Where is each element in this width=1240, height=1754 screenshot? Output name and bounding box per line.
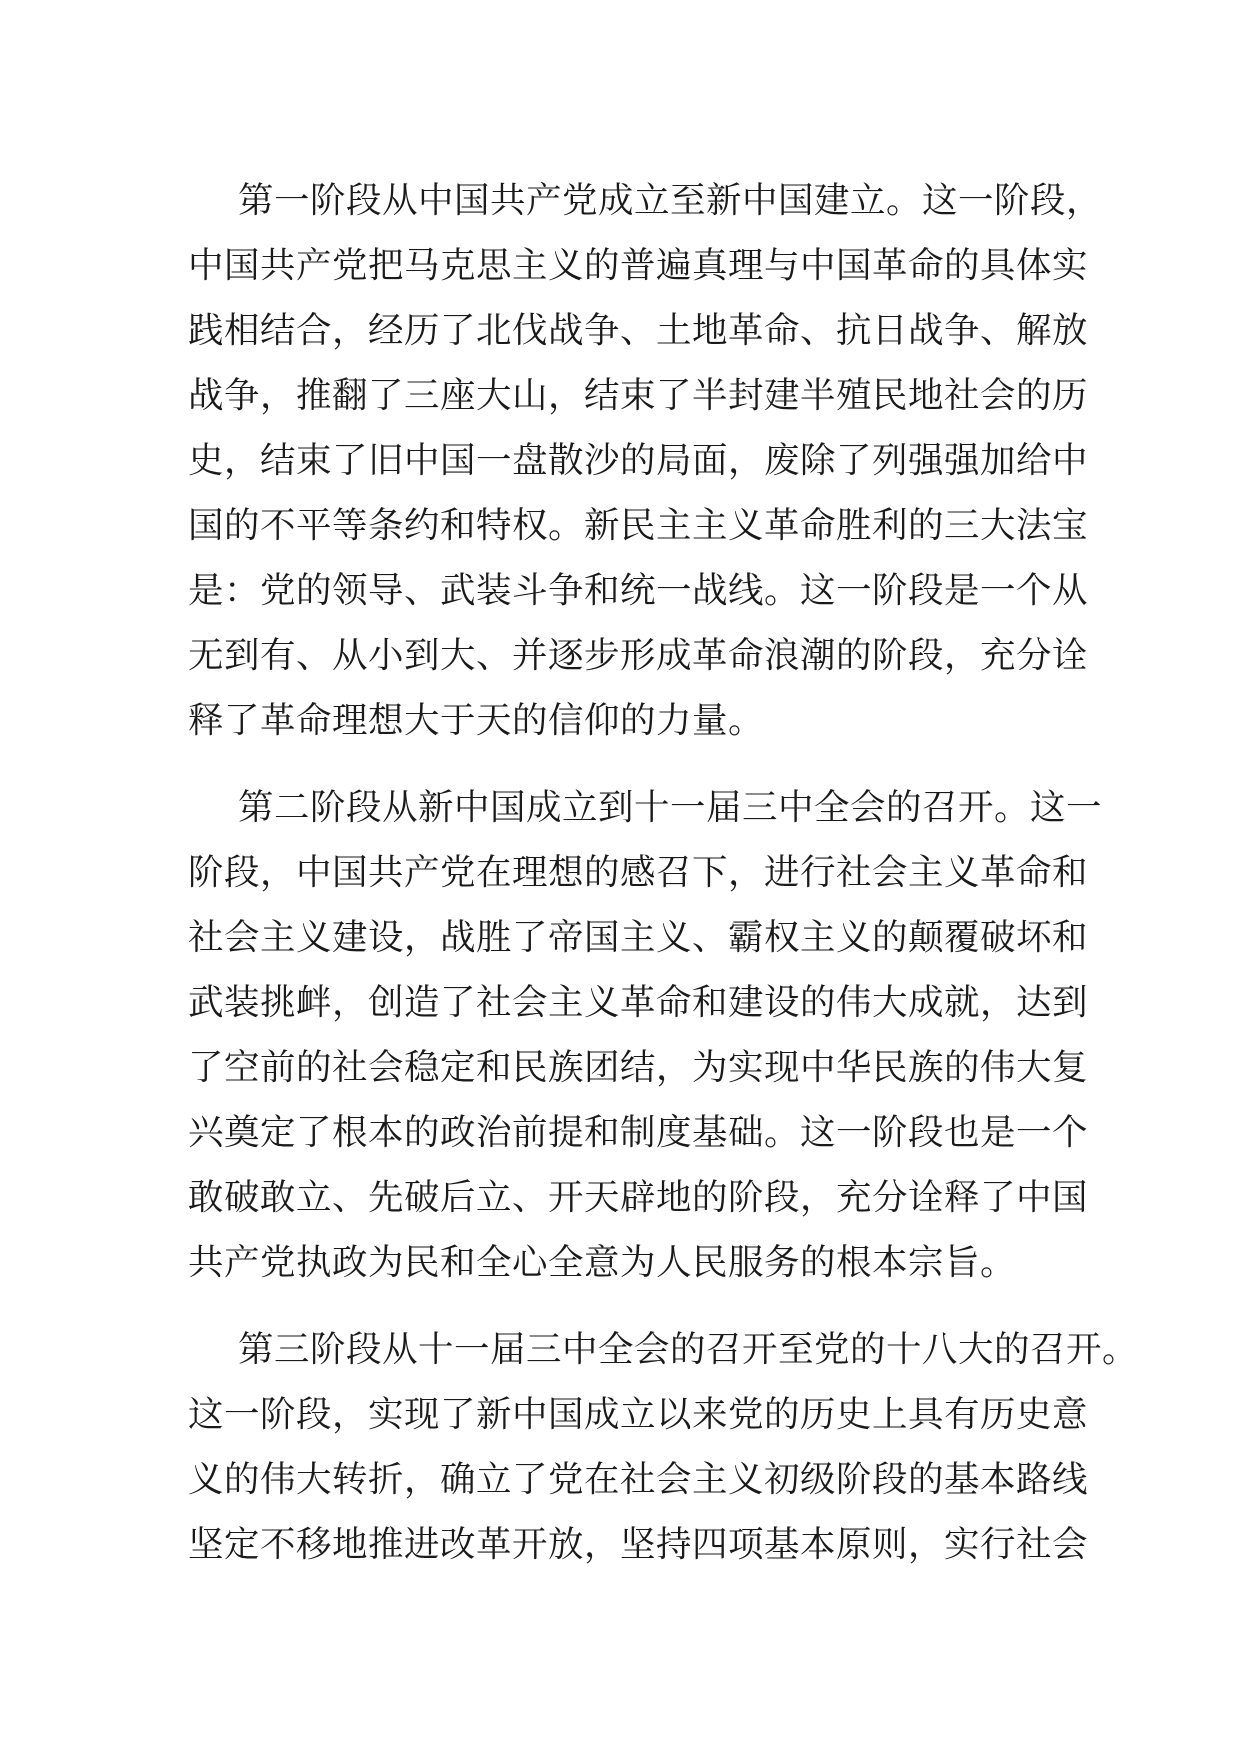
text-line: 兴奠定了根本的政治前提和制度基础。这一阶段也是一个 [188, 1112, 1089, 1153]
text-line: 了空前的社会稳定和民族团结，为实现中华民族的伟大复 [188, 1047, 1089, 1088]
text-line: 武装挑衅，创造了社会主义革命和建设的伟大成就，达到 [188, 982, 1089, 1023]
text-line: 战争，推翻了三座大山，结束了半封建半殖民地社会的历 [188, 375, 1089, 416]
text-line: 释了革命理想大于天的信仰的力量。 [188, 700, 765, 741]
text-line: 义的伟大转折，确立了党在社会主义初级阶段的基本路线 [188, 1459, 1089, 1500]
paragraph-spacer [188, 753, 1068, 775]
text-line: 国的不平等条约和特权。新民主主义革命胜利的三大法宝 [188, 505, 1089, 546]
body-text [188, 168, 1139, 1577]
text-line: 敢破敢立、先破后立、开天辟地的阶段，充分诠释了中国 [188, 1177, 1089, 1218]
text-line: 是：党的领导、武装斗争和统一战线。这一阶段是一个从 [188, 570, 1089, 611]
paragraph-1 [188, 168, 1103, 753]
paragraph-2 [188, 775, 1103, 1295]
text-line: 中国共产党把马克思主义的普遍真理与中国革命的具体实 [188, 245, 1089, 286]
text-line: 坚定不移地推进改革开放，坚持四项基本原则，实行社会 [188, 1524, 1089, 1565]
text-line: 第三阶段从十一届三中全会的召开至党的十八大的召开。 [238, 1329, 1139, 1370]
paragraph-spacer [188, 1295, 1068, 1317]
text-line: 史，结束了旧中国一盘散沙的局面，废除了列强强加给中 [188, 440, 1089, 481]
text-line: 这一阶段，实现了新中国成立以来党的历史上具有历史意 [188, 1394, 1089, 1435]
text-line: 阶段，中国共产党在理想的感召下，进行社会主义革命和 [188, 852, 1089, 893]
paragraph-3 [188, 1317, 1139, 1577]
text-line: 第二阶段从新中国成立到十一届三中全会的召开。这一 [238, 787, 1103, 828]
text-line: 共产党执政为民和全心全意为人民服务的根本宗旨。 [188, 1242, 1017, 1283]
text-line: 第一阶段从中国共产党成立至新中国建立。这一阶段， [238, 180, 1103, 221]
text-line: 无到有、从小到大、并逐步形成革命浪潮的阶段，充分诠 [188, 635, 1089, 676]
text-line: 践相结合，经历了北伐战争、土地革命、抗日战争、解放 [188, 310, 1089, 351]
text-line: 社会主义建设，战胜了帝国主义、霸权主义的颠覆破坏和 [188, 917, 1089, 958]
